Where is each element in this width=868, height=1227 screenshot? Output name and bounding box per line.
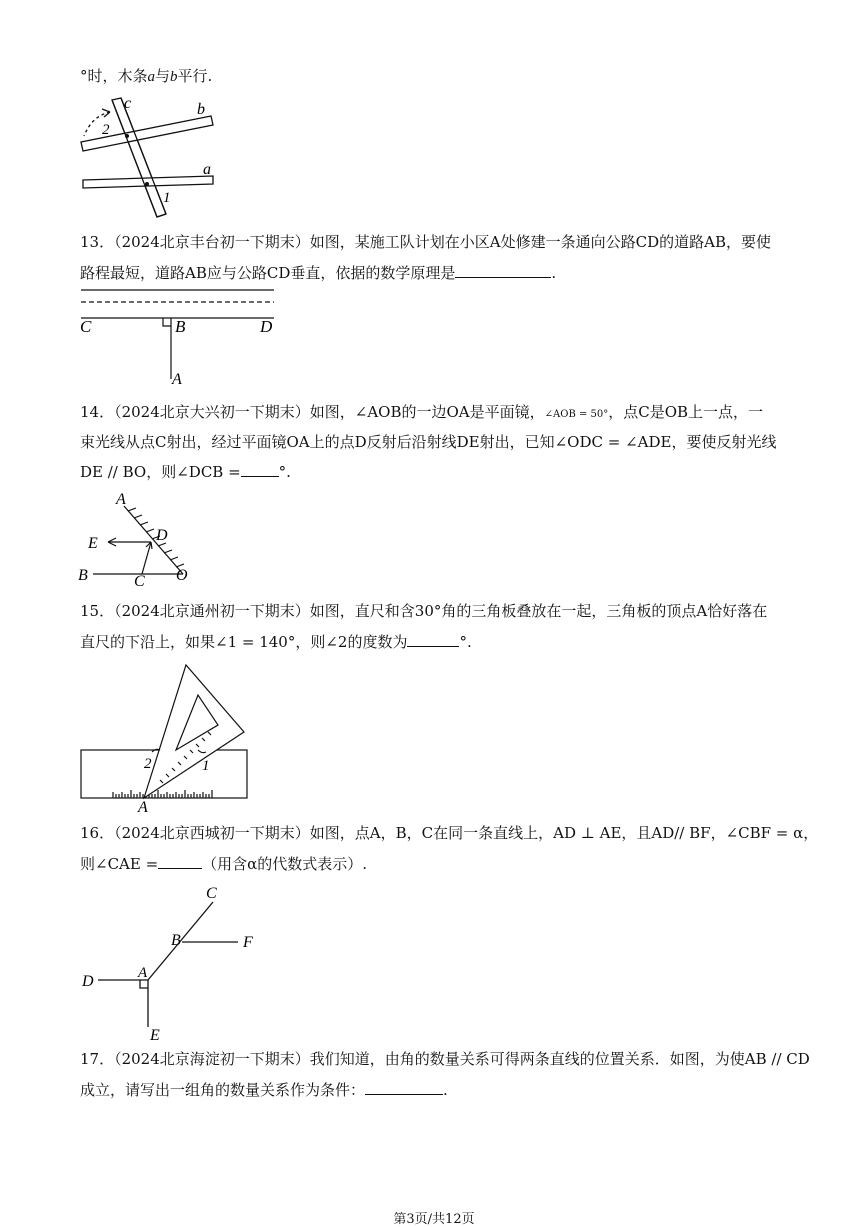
q12-tail-prefix: °时，木条: [80, 67, 148, 85]
q14-text3: DE // BO，则∠DCB =: [80, 463, 241, 481]
q13-line2: [80, 263, 556, 283]
q16-line1: [80, 823, 818, 843]
q15-answer-blank[interactable]: [407, 632, 459, 647]
q14-text2: 束光线从点C射出，经过平面镜OA上的点D反射后沿射线DE射出，已知∠ODC = ∠ADE，要使反射光线: [80, 433, 777, 451]
q15-line1: [80, 601, 767, 621]
q14-line3: [80, 462, 291, 482]
q14-text1a: 如图，∠AOB的一边OA是平面镜，: [309, 403, 545, 421]
figure-16: [78, 882, 268, 1042]
q16-text2-end: （用含α的代数式表示）.: [202, 855, 368, 873]
q13-source: （2024北京丰台初一下期末）: [114, 233, 310, 251]
fig14-label-E: E: [88, 535, 98, 552]
q14-answer-blank[interactable]: [241, 462, 279, 477]
q13-text2-end: .: [551, 264, 557, 282]
fig13-label-A: A: [172, 371, 182, 388]
q14-small-angle: ∠AOB = 50°: [544, 409, 609, 420]
q17-line1: [80, 1049, 810, 1069]
figure-15: [78, 660, 253, 815]
fig16-label-B: B: [171, 932, 181, 949]
q13-text: 如图，某施工队计划在小区A处修建一条通向公路CD的道路AB，要使: [309, 233, 771, 251]
q12-tail: [80, 66, 212, 87]
fig15-label-1: 1: [202, 758, 210, 774]
q17-text2: 成立，请写出一组角的数量关系作为条件：: [80, 1081, 366, 1099]
q16-answer-blank[interactable]: [158, 854, 202, 869]
q13-text2: 路程最短，道路AB应与公路CD垂直，依据的数学原理是: [80, 264, 456, 282]
fig12-label-c: c: [124, 95, 132, 112]
fig16-label-D: D: [82, 973, 94, 990]
fig16-label-C: C: [206, 885, 217, 902]
fig13-label-C: C: [80, 317, 92, 336]
q14-line1: [80, 402, 763, 425]
q13-line1: [80, 232, 771, 252]
fig14-label-A: A: [116, 491, 126, 508]
q16-line2: [80, 854, 367, 874]
figure-12: [70, 92, 230, 222]
q12-var-b: b: [170, 69, 178, 85]
fig16-label-F: F: [243, 934, 253, 951]
q12-var-a: a: [147, 69, 156, 85]
q15-line2: [80, 632, 472, 652]
page-footer: 第3页/共12页: [393, 1212, 475, 1227]
q16-number: 16．: [80, 824, 115, 842]
q12-tail-suffix: 平行.: [177, 67, 213, 85]
q13-number: 13．: [80, 233, 115, 251]
fig15-label-2: 2: [144, 756, 152, 772]
fig12-label-b: b: [197, 101, 205, 118]
fig14-label-C: C: [134, 573, 145, 590]
q17-line2: [80, 1080, 448, 1100]
fig13-label-B: B: [175, 317, 186, 336]
fig12-label-2: 2: [102, 122, 110, 138]
q13-answer-blank[interactable]: [455, 263, 551, 278]
fig12-label-1: 1: [163, 190, 171, 206]
figure-14: [78, 490, 198, 590]
q15-text2: 直尺的下沿上，如果∠1 = 140°，则∠2的度数为: [80, 633, 408, 651]
q17-text1: 我们知道，由角的数量关系可得两条直线的位置关系．如图，为使AB // CD: [309, 1050, 810, 1068]
q17-text2-end: .: [443, 1081, 448, 1099]
fig13-label-D: D: [260, 317, 273, 336]
q16-source: （2024北京西城初一下期末）: [114, 824, 310, 842]
q15-text1: 如图，直尺和含30°角的三角板叠放在一起，三角板的顶点A恰好落在: [309, 602, 768, 620]
q15-text2-end: °.: [459, 633, 472, 651]
fig14-label-B: B: [78, 567, 88, 584]
q14-number: 14．: [80, 403, 115, 421]
q17-answer-blank[interactable]: [365, 1080, 443, 1095]
q14-text1b: ，点C是OB上一点，一: [608, 403, 764, 421]
fig15-label-A: A: [138, 799, 148, 816]
q16-text1: 如图，点A，B，C在同一条直线上，AD ⊥ AE，且AD// BF，∠CBF = α，: [309, 824, 819, 842]
q15-source: （2024北京通州初一下期末）: [114, 602, 310, 620]
q15-number: 15．: [80, 602, 115, 620]
fig14-label-D: D: [156, 527, 168, 544]
figure-13: [78, 284, 278, 389]
q17-number: 17．: [80, 1050, 115, 1068]
fig14-label-O: O: [176, 567, 188, 584]
q16-text2: 则∠CAE =: [80, 855, 159, 873]
q14-line2: [80, 432, 776, 452]
fig16-label-A: A: [138, 965, 148, 981]
q14-source: （2024北京大兴初一下期末）: [114, 403, 310, 421]
q17-source: （2024北京海淀初一下期末）: [114, 1050, 310, 1068]
q14-text3-end: °.: [278, 463, 291, 481]
fig12-label-a: a: [203, 161, 211, 178]
q12-mid: 与: [155, 67, 171, 85]
fig16-label-E: E: [150, 1027, 160, 1044]
